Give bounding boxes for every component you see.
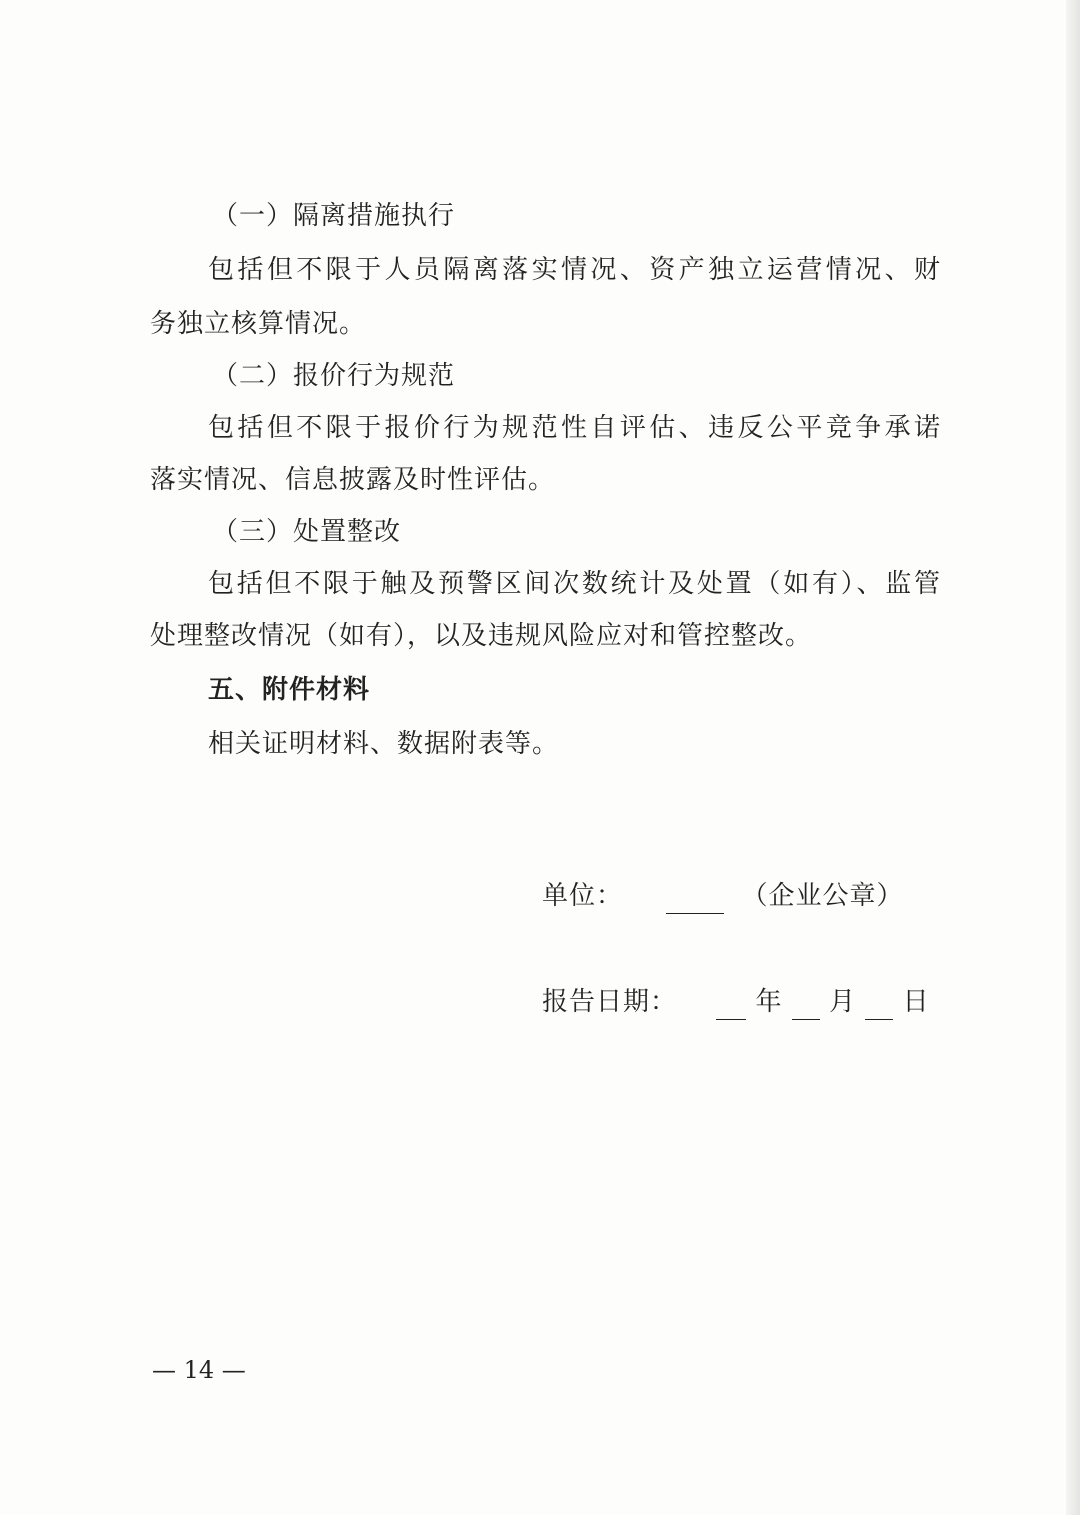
day-label: 日 [902,987,930,1017]
date-line [542,984,930,1020]
seal-text: （企业公章） [741,881,904,911]
month-label: 月 [829,987,857,1017]
year-label: 年 [755,987,783,1017]
day-blank [865,991,893,1020]
rectification-body-line-1: 包括但不限于触及预警区间次数统计及处置（如有）、监管 [208,569,940,599]
month-blank [792,991,820,1020]
rectification-body-line-2: 处理整改情况（如有），以及违规风险应对和管控整改。 [150,621,813,651]
isolation-body-line-2: 务独立核算情况。 [150,309,367,339]
page-number: — 14 — [152,1356,246,1384]
isolation-body-line-1: 包括但不限于人员隔离落实情况、资产独立运营情况、财 [208,255,940,285]
unit-blank [666,885,724,914]
unit-line [542,878,904,914]
attachments-body-line-1: 相关证明材料、数据附表等。 [208,729,560,759]
page-edge [1066,0,1080,1515]
quotation-body-line-1: 包括但不限于报价行为规范性自评估、违反公平竞争承诺 [208,413,940,443]
rectification-heading: （三）处置整改 [212,517,402,547]
year-blank [716,991,746,1020]
isolation-heading: （一）隔离措施执行 [212,201,456,231]
quotation-body-line-2: 落实情况、信息披露及时性评估。 [150,465,556,495]
unit-label: 单位： [542,881,624,911]
quotation-heading: （二）报价行为规范 [212,361,456,391]
date-label: 报告日期： [542,987,678,1017]
attachments-heading: 五、附件材料 [208,675,371,705]
